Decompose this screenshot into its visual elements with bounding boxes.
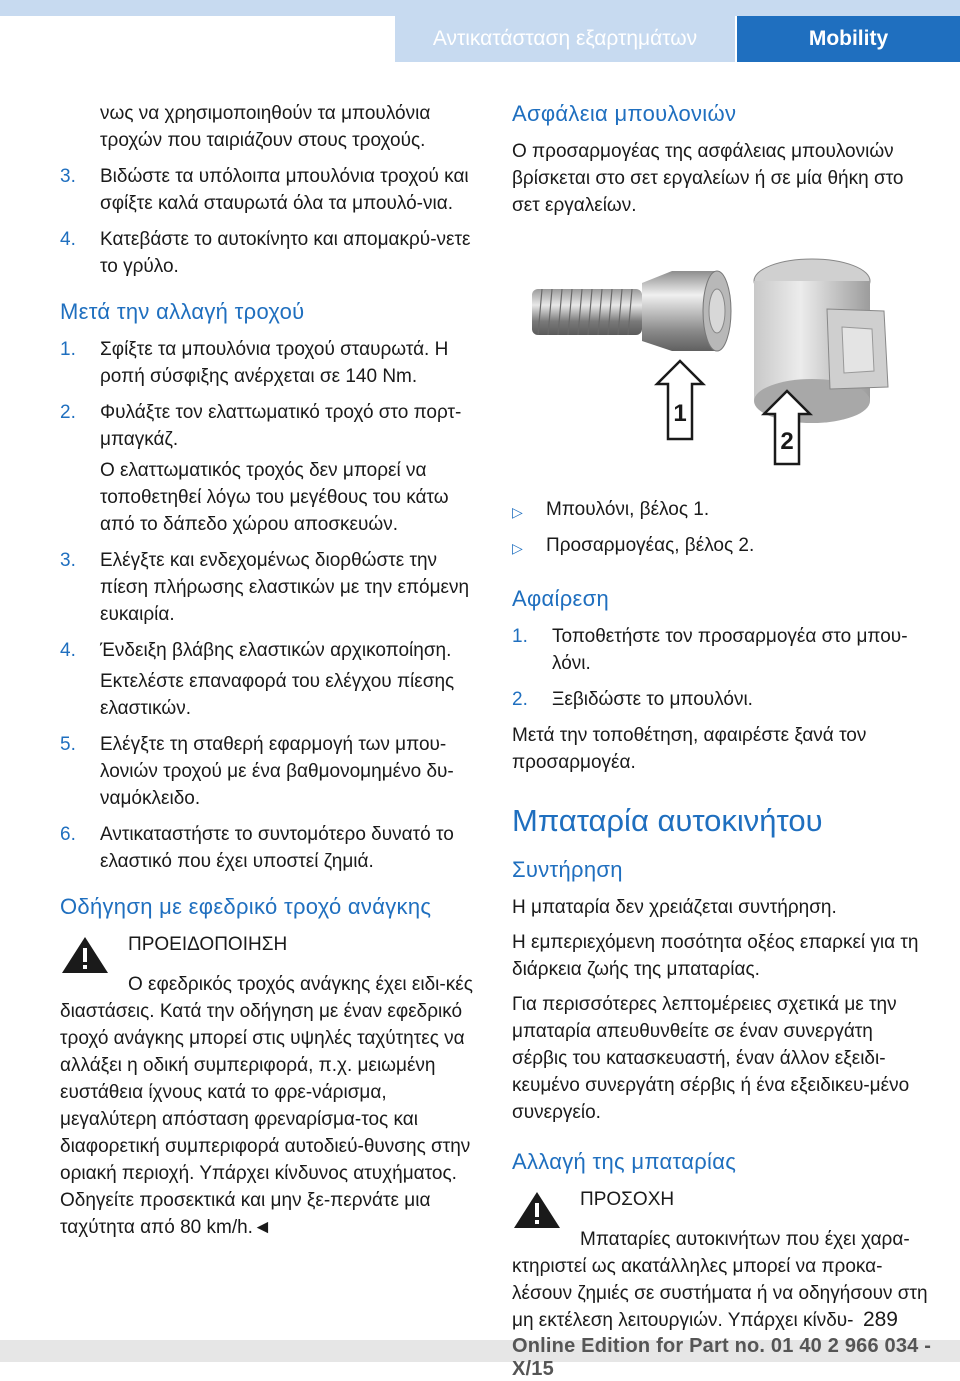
maintenance-text-2: Η εμπεριεχόμενη ποσότητα οξέος επαρκεί για τη διάρκεια ζωής της μπαταρίας. (512, 932, 919, 980)
list-text: Τοποθετήστε τον προσαρμογέα στο μπου-λόνι. (552, 626, 908, 674)
list-item (60, 731, 480, 812)
bullet-text: Προσαρμογέας, βέλος 2. (546, 535, 755, 556)
bullet-item (512, 532, 932, 559)
warning-triangle-icon (60, 935, 110, 975)
list-item (512, 686, 932, 713)
header-chapter-title: Mobility (737, 16, 960, 62)
heading-removal: Αφαίρεση (512, 586, 610, 611)
list-item (60, 163, 480, 217)
right-column (512, 100, 932, 1334)
list-item (60, 547, 480, 628)
warning-text: Ο εφεδρικός τροχός ανάγκης έχει ειδι-κές διαστάσεις. Κατά την οδήγηση με έναν εφεδρικό τροχό ανάγκης μπορεί στις υψηλές ταχύτητες να αλλάξει η οδική συμπεριφορά, π.χ. μειωμένη ευστάθεια ίχνους κατά το φρε-νάρισμα, μεγαλύτερη απόσταση φρεναρίσμα-τος και διαφορετική συμπεριφορά αυτοδιεύ-θυνσης στην οριακή περιοχή. Υπάρχει κίνδυνος ατυχήματος. Οδηγείτε προσεκτικά και μην ξε-περνάτε μια ταχύτητα από 80 km/h.◄ (60, 974, 473, 1238)
bolt-adapter-figure (512, 249, 932, 469)
list-number: 2. (60, 402, 76, 423)
warning-triangle-icon (512, 1190, 562, 1230)
list-number: 6. (60, 824, 76, 845)
heading-maintenance: Συντήρηση (512, 857, 623, 882)
list-text: Αντικαταστήστε το συντομότερο δυνατό το ελαστικό που έχει υποστεί ζημιά. (100, 824, 454, 872)
list-number: 3. (60, 550, 76, 571)
bullet-item (512, 496, 932, 523)
list-item (60, 399, 480, 453)
list-number: 5. (60, 734, 76, 755)
list-text: Σφίξτε τα μπουλόνια τροχού σταυρωτά. Η ροπή σύσφιξης ανέρχεται σε 140 Nm. (100, 339, 449, 387)
list-item (60, 226, 480, 280)
list-text: Ελέγξτε και ενδεχομένως διορθώστε την πίεση πλήρωσης ελαστικών με την επόμενη ευκαιρία. (100, 550, 470, 625)
warning-title: ΠΡΟΕΙΔΟΠΟΙΗΣΗ (128, 934, 288, 955)
list-item (60, 821, 480, 875)
warning-notice (60, 931, 480, 971)
list-number: 3. (60, 166, 76, 187)
arrow-2-label: 2 (780, 428, 794, 455)
maintenance-text-3: Για περισσότερες λεπτομέρειες σχετικά με την μπαταρία απευθυνθείτε σε έναν συνεργάτη σέρβις του κατασκευαστή, έναν άλλον εξειδι-κευμένο συνεργάτη σέρβις ή ένα εξειδικευ-μένο συνεργείο. (512, 994, 910, 1123)
bullet-triangle-icon: ▷ (512, 504, 523, 520)
arrow-1-label: 1 (673, 400, 687, 427)
caution-title: ΠΡΟΣΟΧΗ (580, 1189, 675, 1210)
bullet-triangle-icon: ▷ (512, 540, 523, 556)
caution-text: Μπαταρίες αυτοκινήτων που έχει χαρα-κτηριστεί ως ακατάλληλες μπορεί να προκα-λέσουν ζημιές σε συστήματα ή να οδηγήσουν στη μη εκτέλεση λειτουργιών. Υπάρχει κίνδυ- (512, 1229, 928, 1331)
heading-car-battery: Μπαταρία αυτοκινήτου (512, 803, 823, 838)
page-number: 289 (862, 1308, 898, 1331)
online-edition-text: Online Edition for Part no. 01 40 2 966 034 - X/15 (512, 1335, 932, 1380)
list-text: Ένδειξη βλάβης ελαστικών αρχικοποίηση. (100, 640, 452, 661)
header-bar (0, 0, 960, 16)
heading-spare-wheel-driving: Οδήγηση με εφεδρικό τροχό ανάγκης (60, 894, 432, 919)
list-number: 4. (60, 229, 76, 250)
list-subtext: Εκτελέστε επαναφορά του ελέγχου πίεσης ελαστικών. (100, 671, 455, 719)
list-number: 2. (512, 689, 528, 710)
list-number: 1. (512, 626, 528, 647)
removal-after-text: Μετά την τοποθέτηση, αφαιρέστε ξανά τον προσαρμογέα. (512, 725, 867, 773)
bullet-text: Μπουλόνι, βέλος 1. (546, 499, 710, 520)
bolt-lock-text: Ο προσαρμογέας της ασφάλειας μπουλονιών βρίσκεται στο σετ εργαλείων ή σε μία θήκη στο σετ εργαλείων. (512, 141, 904, 216)
left-column (60, 100, 480, 1241)
maintenance-text-1: Η μπαταρία δεν χρειάζεται συντήρηση. (512, 897, 837, 918)
list-item (60, 637, 480, 664)
list-text: Φυλάξτε τον ελαττωματικό τροχό στο πορτ-μπαγκάζ. (100, 402, 462, 450)
header-section-title: Αντικατάσταση εξαρτημάτων (395, 16, 735, 62)
page-header (0, 0, 960, 62)
list-text: Ξεβιδώστε το μπουλόνι. (552, 689, 753, 710)
caution-notice (512, 1186, 932, 1226)
list-subtext: Ο ελαττωματικός τροχός δεν μπορεί να τοποθετηθεί λόγω του μεγέθους του κάτω από το δάπεδο χώρου αποσκευών. (100, 460, 449, 535)
continued-text: νως να χρησιμοποιηθούν τα μπουλόνια τροχών που ταιριάζουν στους τροχούς. (100, 103, 431, 151)
list-text: Ελέγξτε τη σταθερή εφαρμογή των μπου-λονιών τροχού με ένα βαθμονομημένο δυ-ναμόκλειδο. (100, 734, 454, 809)
list-item (512, 623, 932, 677)
list-text: Κατεβάστε το αυτοκίνητο και απομακρύ-νετε το γρύλο. (100, 229, 471, 277)
heading-battery-change: Αλλαγή της μπαταρίας (512, 1149, 737, 1174)
heading-after-wheel-change: Μετά την αλλαγή τροχού (60, 299, 305, 324)
list-number: 1. (60, 339, 76, 360)
list-number: 4. (60, 640, 76, 661)
list-text: Βιδώστε τα υπόλοιπα μπουλόνια τροχού και σφίξτε καλά σταυρωτά όλα τα μπουλό-νια. (100, 166, 469, 214)
heading-bolt-lock: Ασφάλεια μπουλονιών (512, 101, 737, 126)
list-item (60, 336, 480, 390)
page-footer (0, 1308, 960, 1380)
